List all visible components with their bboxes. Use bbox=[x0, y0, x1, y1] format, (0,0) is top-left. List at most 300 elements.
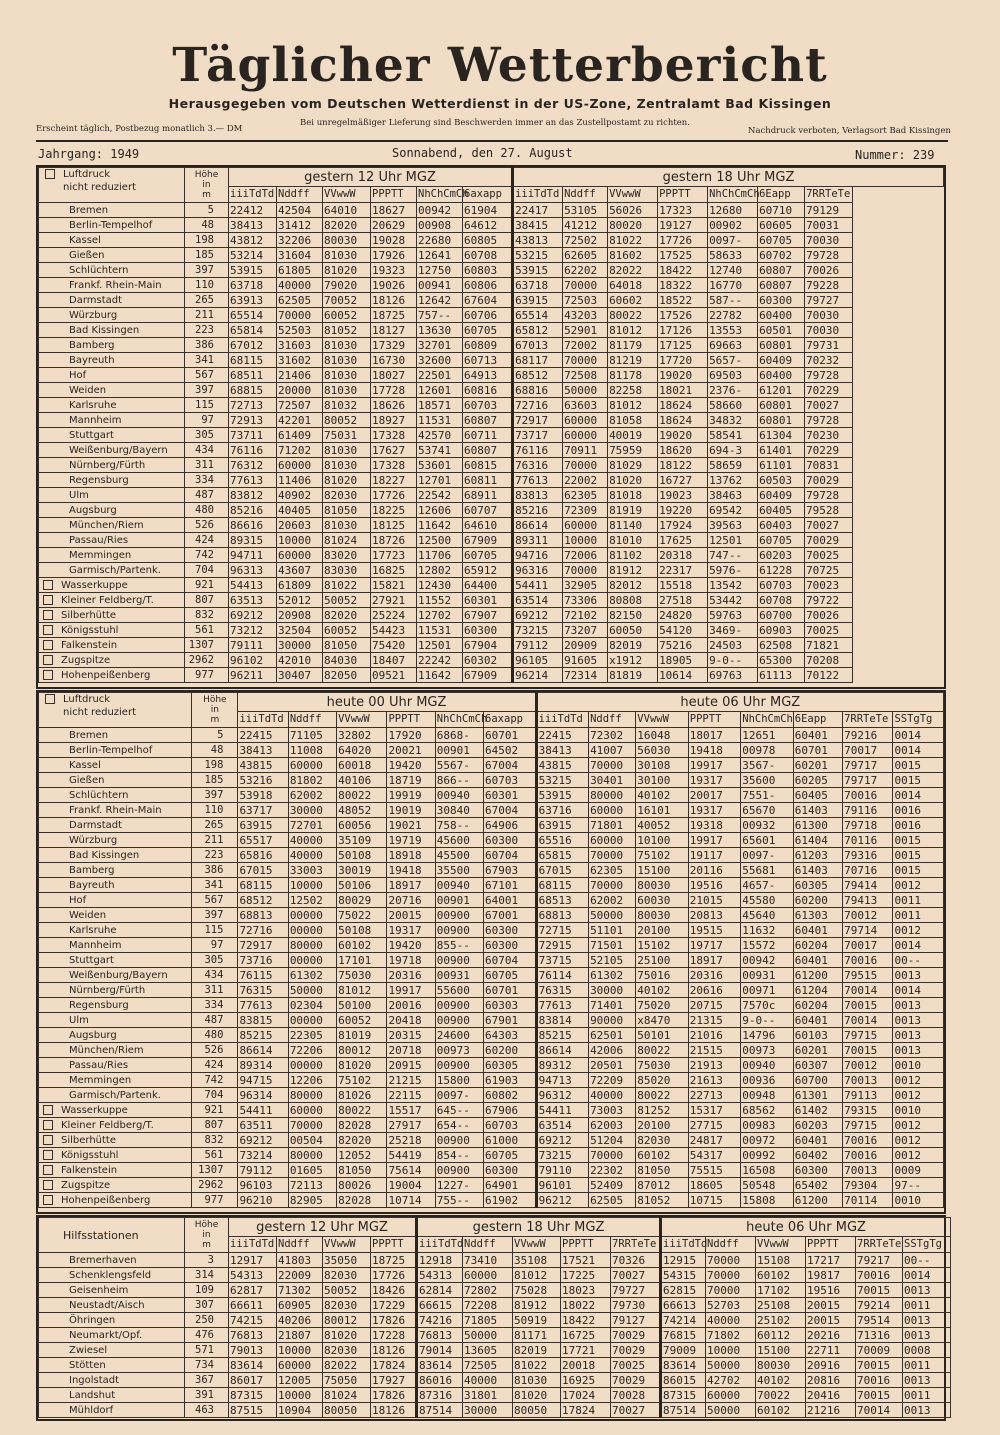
station-name: Passau/Ries bbox=[39, 533, 185, 548]
cell-value: 61204 bbox=[793, 983, 842, 998]
cell-value: 61904 bbox=[463, 203, 513, 218]
table-row bbox=[39, 788, 944, 803]
table-row bbox=[39, 968, 944, 983]
cell-value: 62814 bbox=[417, 1283, 463, 1298]
cell-value: 70025 bbox=[611, 1358, 661, 1373]
cell-value: 22317 bbox=[658, 563, 708, 578]
cell-value: 72507 bbox=[277, 398, 323, 413]
cell-value: 94711 bbox=[229, 548, 277, 563]
cell-value: 58633 bbox=[708, 248, 758, 263]
cell-value: 00902 bbox=[708, 218, 758, 233]
cell-value: 81030 bbox=[323, 518, 371, 533]
cell-value: 72917 bbox=[238, 938, 288, 953]
cell-value: 76315 bbox=[238, 983, 288, 998]
station-name: Geisenheim bbox=[39, 1283, 185, 1298]
column-header: iiiTdTd bbox=[536, 712, 588, 728]
cell-value: 80012 bbox=[323, 1313, 371, 1328]
cell-value: 11642 bbox=[417, 668, 463, 683]
table-row bbox=[39, 398, 944, 413]
cell-value: 60702 bbox=[758, 248, 805, 263]
cell-value: 61902 bbox=[484, 1193, 537, 1208]
cell-value: 60707 bbox=[463, 503, 513, 518]
cell-value: 21406 bbox=[277, 368, 323, 383]
cell-value: 758-- bbox=[435, 818, 483, 833]
cell-value: 76815 bbox=[661, 1328, 706, 1343]
cell-value: 76115 bbox=[238, 968, 288, 983]
cell-value: 69212 bbox=[238, 1133, 288, 1148]
cell-value: 82028 bbox=[337, 1193, 387, 1208]
cell-value: 61302 bbox=[288, 968, 336, 983]
cell-value: 0011 bbox=[903, 1298, 951, 1313]
cell-value: 60303 bbox=[484, 998, 537, 1013]
cell-value: 18917 bbox=[688, 953, 740, 968]
cell-value: 96211 bbox=[229, 668, 277, 683]
cell-value: 70012 bbox=[843, 908, 893, 923]
station-label: Wasserkuppe bbox=[61, 1104, 128, 1116]
cell-value: 68816 bbox=[513, 383, 563, 398]
cell-value: 68117 bbox=[513, 353, 563, 368]
station-elevation: 832 bbox=[185, 608, 229, 623]
station-elevation: 305 bbox=[192, 953, 238, 968]
year-label: Jahrgang: 1949 bbox=[38, 147, 140, 161]
cell-value: 86614 bbox=[513, 518, 563, 533]
cell-value: 82030 bbox=[323, 1298, 371, 1313]
cell-value: 96214 bbox=[513, 668, 563, 683]
cell-value: 60204 bbox=[793, 938, 842, 953]
cell-value: 60703 bbox=[463, 398, 513, 413]
station-label: Kleiner Feldberg/T. bbox=[61, 1119, 154, 1131]
cell-value: 82030 bbox=[323, 488, 371, 503]
column-header: 6axapp bbox=[484, 712, 537, 728]
cell-value: 19515 bbox=[688, 923, 740, 938]
cell-value: 76315 bbox=[536, 983, 588, 998]
station-elevation: 334 bbox=[192, 998, 238, 1013]
cell-value: 00000 bbox=[288, 1013, 336, 1028]
cell-value: 72716 bbox=[513, 398, 563, 413]
cell-value: 41212 bbox=[563, 218, 608, 233]
cell-value: 42504 bbox=[277, 203, 323, 218]
cell-value: 39563 bbox=[708, 518, 758, 533]
cell-value: 52901 bbox=[563, 323, 608, 338]
cell-value: x1912 bbox=[608, 653, 658, 668]
station-elevation: 265 bbox=[192, 818, 238, 833]
station-elevation: 1307 bbox=[192, 1163, 238, 1178]
cell-value: 86017 bbox=[229, 1373, 277, 1388]
cell-value: 17728 bbox=[371, 383, 417, 398]
cell-value: 77613 bbox=[229, 473, 277, 488]
cell-value: 82020 bbox=[323, 218, 371, 233]
station-elevation: 1307 bbox=[185, 638, 229, 653]
cell-value: 27921 bbox=[371, 593, 417, 608]
cell-value: 3469- bbox=[708, 623, 758, 638]
column-header: PPPTT bbox=[806, 1237, 856, 1253]
station-name: Bayreuth bbox=[39, 878, 192, 893]
column-header: 6axapp bbox=[463, 187, 513, 203]
cell-value: 75614 bbox=[387, 1163, 435, 1178]
cell-value: 65517 bbox=[238, 833, 288, 848]
cell-value: 85215 bbox=[536, 1028, 588, 1043]
cell-value: 41803 bbox=[277, 1253, 323, 1268]
masthead-title: Täglicher Wetterbericht bbox=[172, 38, 828, 93]
cell-value: 81919 bbox=[608, 503, 658, 518]
cell-value: 7551- bbox=[741, 788, 793, 803]
cell-value: 00000 bbox=[288, 908, 336, 923]
checkbox-symbol bbox=[45, 694, 55, 704]
station-elevation: 487 bbox=[185, 488, 229, 503]
cell-value: 82019 bbox=[513, 1343, 561, 1358]
cell-value: 87316 bbox=[417, 1388, 463, 1403]
cell-value: 01605 bbox=[288, 1163, 336, 1178]
cell-value: 00000 bbox=[288, 953, 336, 968]
cell-value: 0012 bbox=[893, 878, 944, 893]
cell-value: 70027 bbox=[805, 518, 853, 533]
cell-value: 0013 bbox=[893, 968, 944, 983]
cell-value: 42570 bbox=[417, 428, 463, 443]
cell-value: 70014 bbox=[843, 1013, 893, 1028]
cell-value: 77613 bbox=[513, 473, 563, 488]
cell-value: 10714 bbox=[387, 1193, 435, 1208]
cell-value: 20715 bbox=[688, 998, 740, 1013]
station-elevation: 526 bbox=[185, 518, 229, 533]
table-row bbox=[39, 893, 944, 908]
cell-value: 14796 bbox=[741, 1028, 793, 1043]
cell-value: 80000 bbox=[288, 1088, 336, 1103]
cell-value: 70016 bbox=[843, 1133, 893, 1148]
cell-value: 96105 bbox=[513, 653, 563, 668]
column-header: Nddff bbox=[463, 1237, 513, 1253]
cell-value: 22415 bbox=[238, 728, 288, 743]
cell-value: 76316 bbox=[513, 458, 563, 473]
cell-value: 16727 bbox=[658, 473, 708, 488]
cell-value: 81020 bbox=[323, 263, 371, 278]
cell-value: 50000 bbox=[706, 1358, 756, 1373]
cell-value: 69763 bbox=[708, 668, 758, 683]
station-elevation: 185 bbox=[192, 773, 238, 788]
station-elevation: 424 bbox=[185, 533, 229, 548]
cell-value: 60705 bbox=[484, 1148, 537, 1163]
group-header-a: gestern 12 Uhr MGZ bbox=[229, 168, 513, 187]
cell-value: 71202 bbox=[277, 443, 323, 458]
station-elevation: 807 bbox=[192, 1118, 238, 1133]
cell-value: 89311 bbox=[513, 533, 563, 548]
cell-value: 16825 bbox=[371, 563, 417, 578]
cell-value: 70022 bbox=[756, 1388, 806, 1403]
cell-value: 60503 bbox=[758, 473, 805, 488]
cell-value: 17726 bbox=[371, 1268, 417, 1283]
column-header: PPPTT bbox=[561, 1237, 611, 1253]
cell-value: 31602 bbox=[277, 353, 323, 368]
cell-value: 12918 bbox=[417, 1253, 463, 1268]
cell-value: 5567- bbox=[435, 758, 483, 773]
cell-value: 12642 bbox=[417, 293, 463, 308]
cell-value: 68911 bbox=[463, 488, 513, 503]
cell-value: 52503 bbox=[277, 323, 323, 338]
cell-value: 60102 bbox=[337, 938, 387, 953]
cell-value: 18605 bbox=[688, 1178, 740, 1193]
cell-value: 60807 bbox=[463, 413, 513, 428]
table-row bbox=[39, 1403, 951, 1418]
cell-value: 60805 bbox=[463, 233, 513, 248]
cell-value: 19323 bbox=[371, 263, 417, 278]
station-elevation: 341 bbox=[185, 353, 229, 368]
station-name: Karlsruhe bbox=[39, 923, 192, 938]
cell-value: 60401 bbox=[793, 923, 842, 938]
cell-value: 60401 bbox=[793, 1133, 842, 1148]
cell-value: 16725 bbox=[561, 1328, 611, 1343]
cell-value: 81024 bbox=[323, 1388, 371, 1403]
cell-value: 81052 bbox=[323, 323, 371, 338]
station-elevation: 5 bbox=[192, 728, 238, 743]
cell-value: 81912 bbox=[608, 563, 658, 578]
cell-value: 81050 bbox=[337, 1163, 387, 1178]
cell-value: 80022 bbox=[636, 1088, 688, 1103]
cell-value: 61809 bbox=[277, 578, 323, 593]
cell-value: 70031 bbox=[805, 218, 853, 233]
station-name bbox=[39, 668, 185, 683]
cell-value: 53741 bbox=[417, 443, 463, 458]
cell-value: 71802 bbox=[706, 1328, 756, 1343]
cell-value: 60701 bbox=[793, 743, 842, 758]
cell-value: 82019 bbox=[608, 638, 658, 653]
station-elevation: 311 bbox=[192, 983, 238, 998]
cell-value: 81032 bbox=[323, 398, 371, 413]
cell-value: 71401 bbox=[589, 998, 636, 1013]
height-in-label: in bbox=[210, 705, 219, 715]
cell-value: 60816 bbox=[463, 383, 513, 398]
cell-value: 32600 bbox=[417, 353, 463, 368]
cell-value: 62305 bbox=[589, 863, 636, 878]
station-elevation: 571 bbox=[185, 1343, 229, 1358]
cell-value: 79111 bbox=[229, 638, 277, 653]
cell-value: 13605 bbox=[463, 1343, 513, 1358]
station-name: Darmstadt bbox=[39, 818, 192, 833]
checkbox-symbol bbox=[43, 625, 53, 635]
cell-value: 18905 bbox=[658, 653, 708, 668]
station-elevation: 977 bbox=[185, 668, 229, 683]
cell-value: 30000 bbox=[463, 1403, 513, 1418]
cell-value: 67903 bbox=[484, 863, 537, 878]
cell-value: 40000 bbox=[288, 848, 336, 863]
cell-value: 71501 bbox=[589, 938, 636, 953]
cell-value: 00908 bbox=[417, 218, 463, 233]
cell-value: 10000 bbox=[288, 878, 336, 893]
cell-value: 00900 bbox=[435, 1058, 483, 1073]
cell-value: 61403 bbox=[793, 803, 842, 818]
cell-value: 60000 bbox=[563, 428, 608, 443]
cell-value: 60203 bbox=[758, 548, 805, 563]
station-name bbox=[39, 1103, 192, 1118]
cell-value: 81012 bbox=[608, 398, 658, 413]
cell-value: 0012 bbox=[893, 1088, 944, 1103]
table-row bbox=[39, 1148, 944, 1163]
cell-value: 68115 bbox=[536, 878, 588, 893]
cell-value: 45500 bbox=[435, 848, 483, 863]
cell-value: 24817 bbox=[688, 1133, 740, 1148]
cell-value: 67004 bbox=[484, 758, 537, 773]
cell-value: 70000 bbox=[589, 1148, 636, 1163]
cell-value: 69663 bbox=[708, 338, 758, 353]
cell-value: 18726 bbox=[371, 533, 417, 548]
cell-value: 17526 bbox=[658, 308, 708, 323]
station-elevation: 223 bbox=[185, 323, 229, 338]
cell-value: 21015 bbox=[688, 893, 740, 908]
cell-value: 70015 bbox=[856, 1358, 903, 1373]
cell-value: 81140 bbox=[608, 518, 658, 533]
station-name: Bamberg bbox=[39, 338, 185, 353]
cell-value: 19516 bbox=[806, 1283, 856, 1298]
station-elevation: 476 bbox=[185, 1328, 229, 1343]
station-name: Regensburg bbox=[39, 473, 185, 488]
cell-value: 20813 bbox=[688, 908, 740, 923]
cell-value: 22302 bbox=[589, 1163, 636, 1178]
cell-value: 69212 bbox=[229, 608, 277, 623]
cell-value: 69212 bbox=[513, 608, 563, 623]
cell-value: 80052 bbox=[323, 413, 371, 428]
cell-value: 0013 bbox=[903, 1283, 951, 1298]
cell-value: 11642 bbox=[417, 518, 463, 533]
cell-value: 53918 bbox=[238, 788, 288, 803]
cell-value: 12740 bbox=[708, 263, 758, 278]
cell-value: 20718 bbox=[387, 1043, 435, 1058]
cell-value: 79727 bbox=[611, 1283, 661, 1298]
cell-value: 0014 bbox=[893, 983, 944, 998]
cell-value: 60000 bbox=[563, 518, 608, 533]
cell-value: 82030 bbox=[323, 1343, 371, 1358]
cell-value: 10000 bbox=[277, 1343, 323, 1358]
column-header: 7RRTeTe bbox=[843, 712, 893, 728]
cell-value: 11406 bbox=[277, 473, 323, 488]
cell-value: 76813 bbox=[229, 1328, 277, 1343]
cell-value: 81030 bbox=[323, 353, 371, 368]
cell-value: 70026 bbox=[805, 608, 853, 623]
cell-value: 72716 bbox=[238, 923, 288, 938]
column-header: iiiTdTd bbox=[661, 1237, 706, 1253]
cell-value: 17228 bbox=[371, 1328, 417, 1343]
cell-value: 12601 bbox=[417, 383, 463, 398]
cell-value: 70000 bbox=[706, 1283, 756, 1298]
cell-value: 18122 bbox=[658, 458, 708, 473]
station-elevation: 742 bbox=[185, 548, 229, 563]
cell-value: 96101 bbox=[536, 1178, 588, 1193]
table-row bbox=[39, 323, 944, 338]
cell-value: 15102 bbox=[636, 938, 688, 953]
cell-value: 25108 bbox=[756, 1298, 806, 1313]
cell-value: 60000 bbox=[277, 458, 323, 473]
cell-value: 0014 bbox=[893, 728, 944, 743]
cell-value: 30401 bbox=[589, 773, 636, 788]
station-name: Garmisch/Partenk. bbox=[39, 1088, 192, 1103]
cell-value: 68813 bbox=[536, 908, 588, 923]
section-auxiliary-stations bbox=[36, 1215, 946, 1421]
cell-value: 0011 bbox=[903, 1358, 951, 1373]
station-elevation: 434 bbox=[185, 443, 229, 458]
cell-value: 70229 bbox=[805, 383, 853, 398]
station-name: Schlüchtern bbox=[39, 788, 192, 803]
cell-value: 31412 bbox=[277, 218, 323, 233]
station-name: Hof bbox=[39, 893, 192, 908]
cell-value: 60201 bbox=[793, 1043, 842, 1058]
station-name: Darmstadt bbox=[39, 293, 185, 308]
cell-value: 72113 bbox=[288, 1178, 336, 1193]
station-name: Schlüchtern bbox=[39, 263, 185, 278]
cell-value: 67909 bbox=[463, 533, 513, 548]
station-elevation: 487 bbox=[192, 1013, 238, 1028]
station-name: Frankf. Rhein-Main bbox=[39, 278, 185, 293]
cell-value: 53215 bbox=[536, 773, 588, 788]
cell-value: 13542 bbox=[708, 578, 758, 593]
cell-value: 15100 bbox=[756, 1343, 806, 1358]
cell-value: 80808 bbox=[608, 593, 658, 608]
cell-value: 79730 bbox=[611, 1298, 661, 1313]
cell-value: 70016 bbox=[843, 788, 893, 803]
cell-value: 18126 bbox=[371, 293, 417, 308]
cell-value: 18725 bbox=[371, 308, 417, 323]
cell-value: 18725 bbox=[371, 1253, 417, 1268]
height-unit-label: m bbox=[202, 1240, 211, 1250]
cell-value: 18624 bbox=[658, 413, 708, 428]
cell-value: 40019 bbox=[608, 428, 658, 443]
cell-value: 24503 bbox=[708, 638, 758, 653]
cell-value: 79414 bbox=[843, 878, 893, 893]
cell-value: 85020 bbox=[636, 1073, 688, 1088]
station-elevation: 832 bbox=[192, 1133, 238, 1148]
cell-value: 0012 bbox=[893, 1133, 944, 1148]
table-row bbox=[39, 1268, 951, 1283]
cell-value: 96102 bbox=[229, 653, 277, 668]
cell-value: 60602 bbox=[608, 293, 658, 308]
cell-value: 69503 bbox=[708, 368, 758, 383]
station-elevation: 341 bbox=[192, 878, 238, 893]
station-name bbox=[39, 1178, 192, 1193]
station-name: Garmisch/Partenk. bbox=[39, 563, 185, 578]
table-row bbox=[39, 668, 944, 683]
cell-value: 65814 bbox=[229, 323, 277, 338]
cell-value: 72309 bbox=[563, 503, 608, 518]
cell-value: 81020 bbox=[608, 473, 658, 488]
cell-value: 00978 bbox=[741, 743, 793, 758]
cell-value: 00900 bbox=[435, 998, 483, 1013]
cell-value: 60700 bbox=[793, 1073, 842, 1088]
height-header bbox=[185, 168, 229, 203]
station-name: Weiden bbox=[39, 908, 192, 923]
cell-value: 00900 bbox=[435, 1013, 483, 1028]
cell-value: 75030 bbox=[337, 968, 387, 983]
cell-value: 6868- bbox=[435, 728, 483, 743]
table-row bbox=[39, 1073, 944, 1088]
cell-value: 63915 bbox=[238, 818, 288, 833]
cell-value: 73215 bbox=[513, 623, 563, 638]
cell-value: 61200 bbox=[793, 968, 842, 983]
cell-value: 60050 bbox=[608, 623, 658, 638]
cell-value: 19719 bbox=[387, 833, 435, 848]
station-elevation: 115 bbox=[192, 923, 238, 938]
cell-value: 73410 bbox=[463, 1253, 513, 1268]
cell-value: 0016 bbox=[893, 803, 944, 818]
cell-value: 12680 bbox=[708, 203, 758, 218]
table-row bbox=[39, 248, 944, 263]
table-row bbox=[39, 1058, 944, 1073]
station-label: Silberhütte bbox=[61, 609, 117, 621]
cell-value: 67015 bbox=[536, 863, 588, 878]
cell-value: 60000 bbox=[288, 758, 336, 773]
cell-value: 0015 bbox=[893, 863, 944, 878]
cell-value: 55600 bbox=[435, 983, 483, 998]
cell-value: 61200 bbox=[793, 1193, 842, 1208]
cell-value: 18624 bbox=[658, 398, 708, 413]
cell-value: 62815 bbox=[661, 1283, 706, 1298]
cell-value: 17920 bbox=[387, 728, 435, 743]
station-name: Weißenburg/Bayern bbox=[39, 443, 185, 458]
